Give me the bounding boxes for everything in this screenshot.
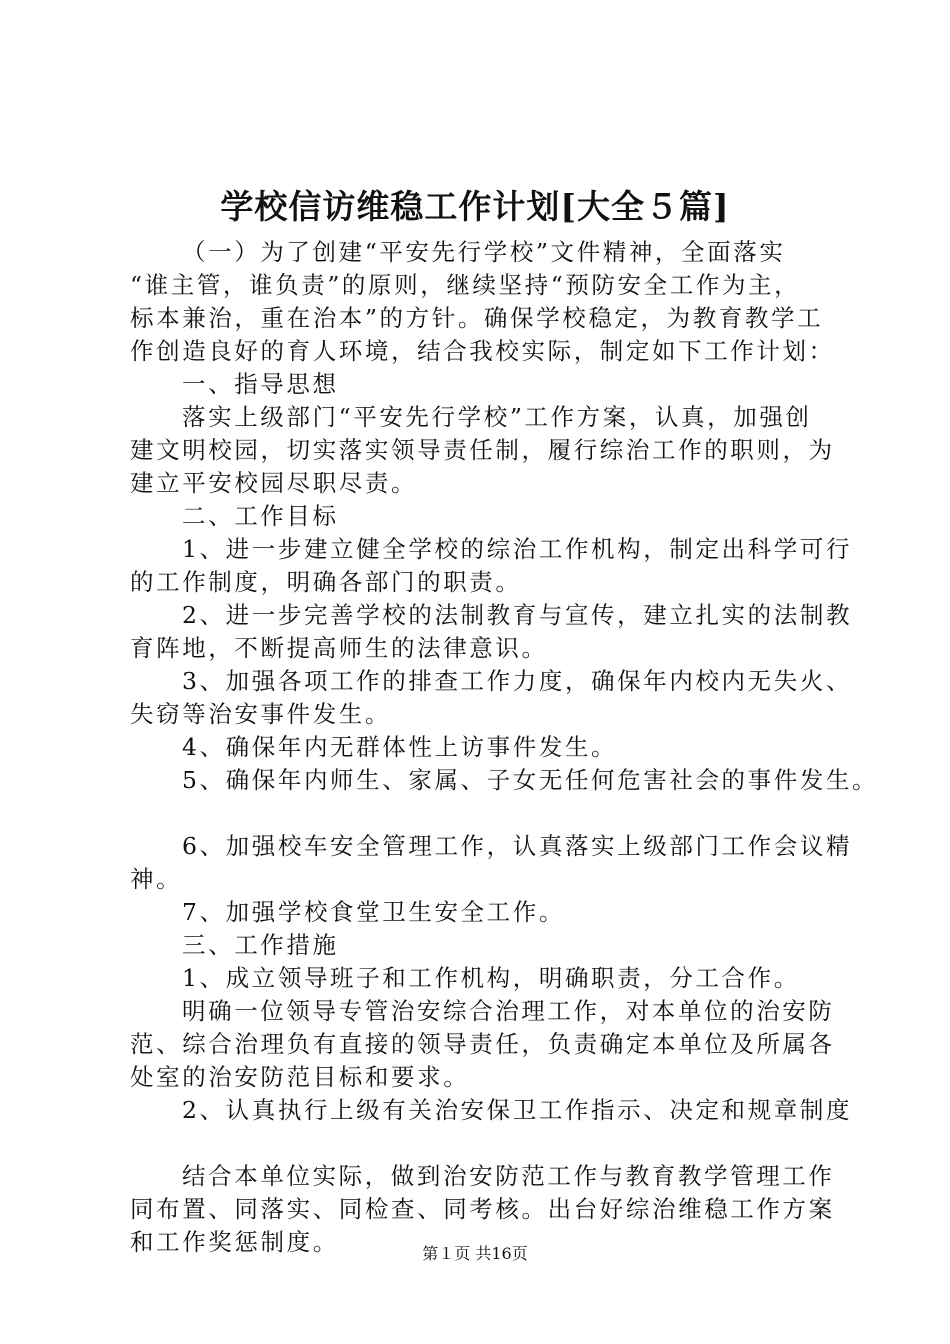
paragraph-line: 同布置、同落实、同检查、同考核。出台好综治维稳工作方案 bbox=[130, 1195, 835, 1223]
paragraph-line: （一）为了创建“平安先行学校”文件精神，全面落实 bbox=[182, 238, 786, 266]
paragraph-line: 范、综合治理负有直接的领导责任，负责确定本单位及所属各 bbox=[130, 1030, 835, 1058]
paragraph-line: 1、成立领导班子和工作机构，明确职责，分工合作。 bbox=[182, 964, 800, 992]
blank-line bbox=[130, 797, 850, 830]
paragraph-line: 处室的治安防范目标和要求。 bbox=[130, 1063, 470, 1091]
paragraph-line: 育阵地，不断提高师生的法律意识。 bbox=[130, 634, 548, 662]
paragraph-line: 作创造良好的育人环境，结合我校实际，制定如下工作计划： bbox=[130, 337, 835, 365]
paragraph-line: 明确一位领导专管治安综合治理工作，对本单位的治安防 bbox=[182, 997, 835, 1025]
paragraph-line: “谁主管，谁负责”的原则，继续坚持“预防安全工作为主， bbox=[130, 271, 801, 299]
paragraph-line: 标本兼治，重在治本”的方针。确保学校稳定，为教育教学工 bbox=[130, 304, 824, 332]
page-number-footer: 第１页 共16页 bbox=[422, 1244, 528, 1263]
section-heading: 三、工作措施 bbox=[182, 931, 339, 959]
paragraph-line: 结合本单位实际，做到治安防范工作与教育教学管理工作 bbox=[182, 1162, 835, 1190]
paragraph-line: 6、加强校车安全管理工作，认真落实上级部门工作会议精 bbox=[182, 832, 853, 860]
paragraph-line: 失窃等治安事件发生。 bbox=[130, 700, 391, 728]
blank-line bbox=[130, 1127, 850, 1160]
paragraph-line: 3、加强各项工作的排查工作力度，确保年内校内无失火、 bbox=[182, 667, 853, 695]
paragraph-line: 2、认真执行上级有关治安保卫工作指示、决定和规章制度 bbox=[182, 1096, 853, 1124]
paragraph-line: 建文明校园，切实落实领导责任制，履行综治工作的职则，为 bbox=[130, 436, 835, 464]
document-title: 学校信访维稳工作计划[大全５篇] bbox=[220, 187, 730, 226]
paragraph-line: 2、进一步完善学校的法制教育与宣传，建立扎实的法制教 bbox=[182, 601, 853, 629]
paragraph-line: 神。 bbox=[130, 865, 183, 893]
paragraph-line: 和工作奖惩制度。 bbox=[130, 1228, 339, 1256]
section-heading: 一、指导思想 bbox=[182, 370, 339, 398]
paragraph-line: 7、加强学校食堂卫生安全工作。 bbox=[182, 898, 565, 926]
section-heading: 二、工作目标 bbox=[182, 502, 339, 530]
paragraph-line: 1、进一步建立健全学校的综治工作机构，制定出科学可行 bbox=[182, 535, 853, 563]
paragraph-line: 建立平安校园尽职尽责。 bbox=[130, 469, 418, 497]
paragraph-line: 的工作制度，明确各部门的职责。 bbox=[130, 568, 522, 596]
paragraph-line: 4、确保年内无群体性上访事件发生。 bbox=[182, 733, 618, 761]
document-body bbox=[130, 236, 879, 1259]
paragraph-line: 5、确保年内师生、家属、子女无任何危害社会的事件发生。 bbox=[182, 766, 879, 794]
paragraph-line: 落实上级部门“平安先行学校”工作方案，认真，加强创 bbox=[182, 403, 812, 431]
